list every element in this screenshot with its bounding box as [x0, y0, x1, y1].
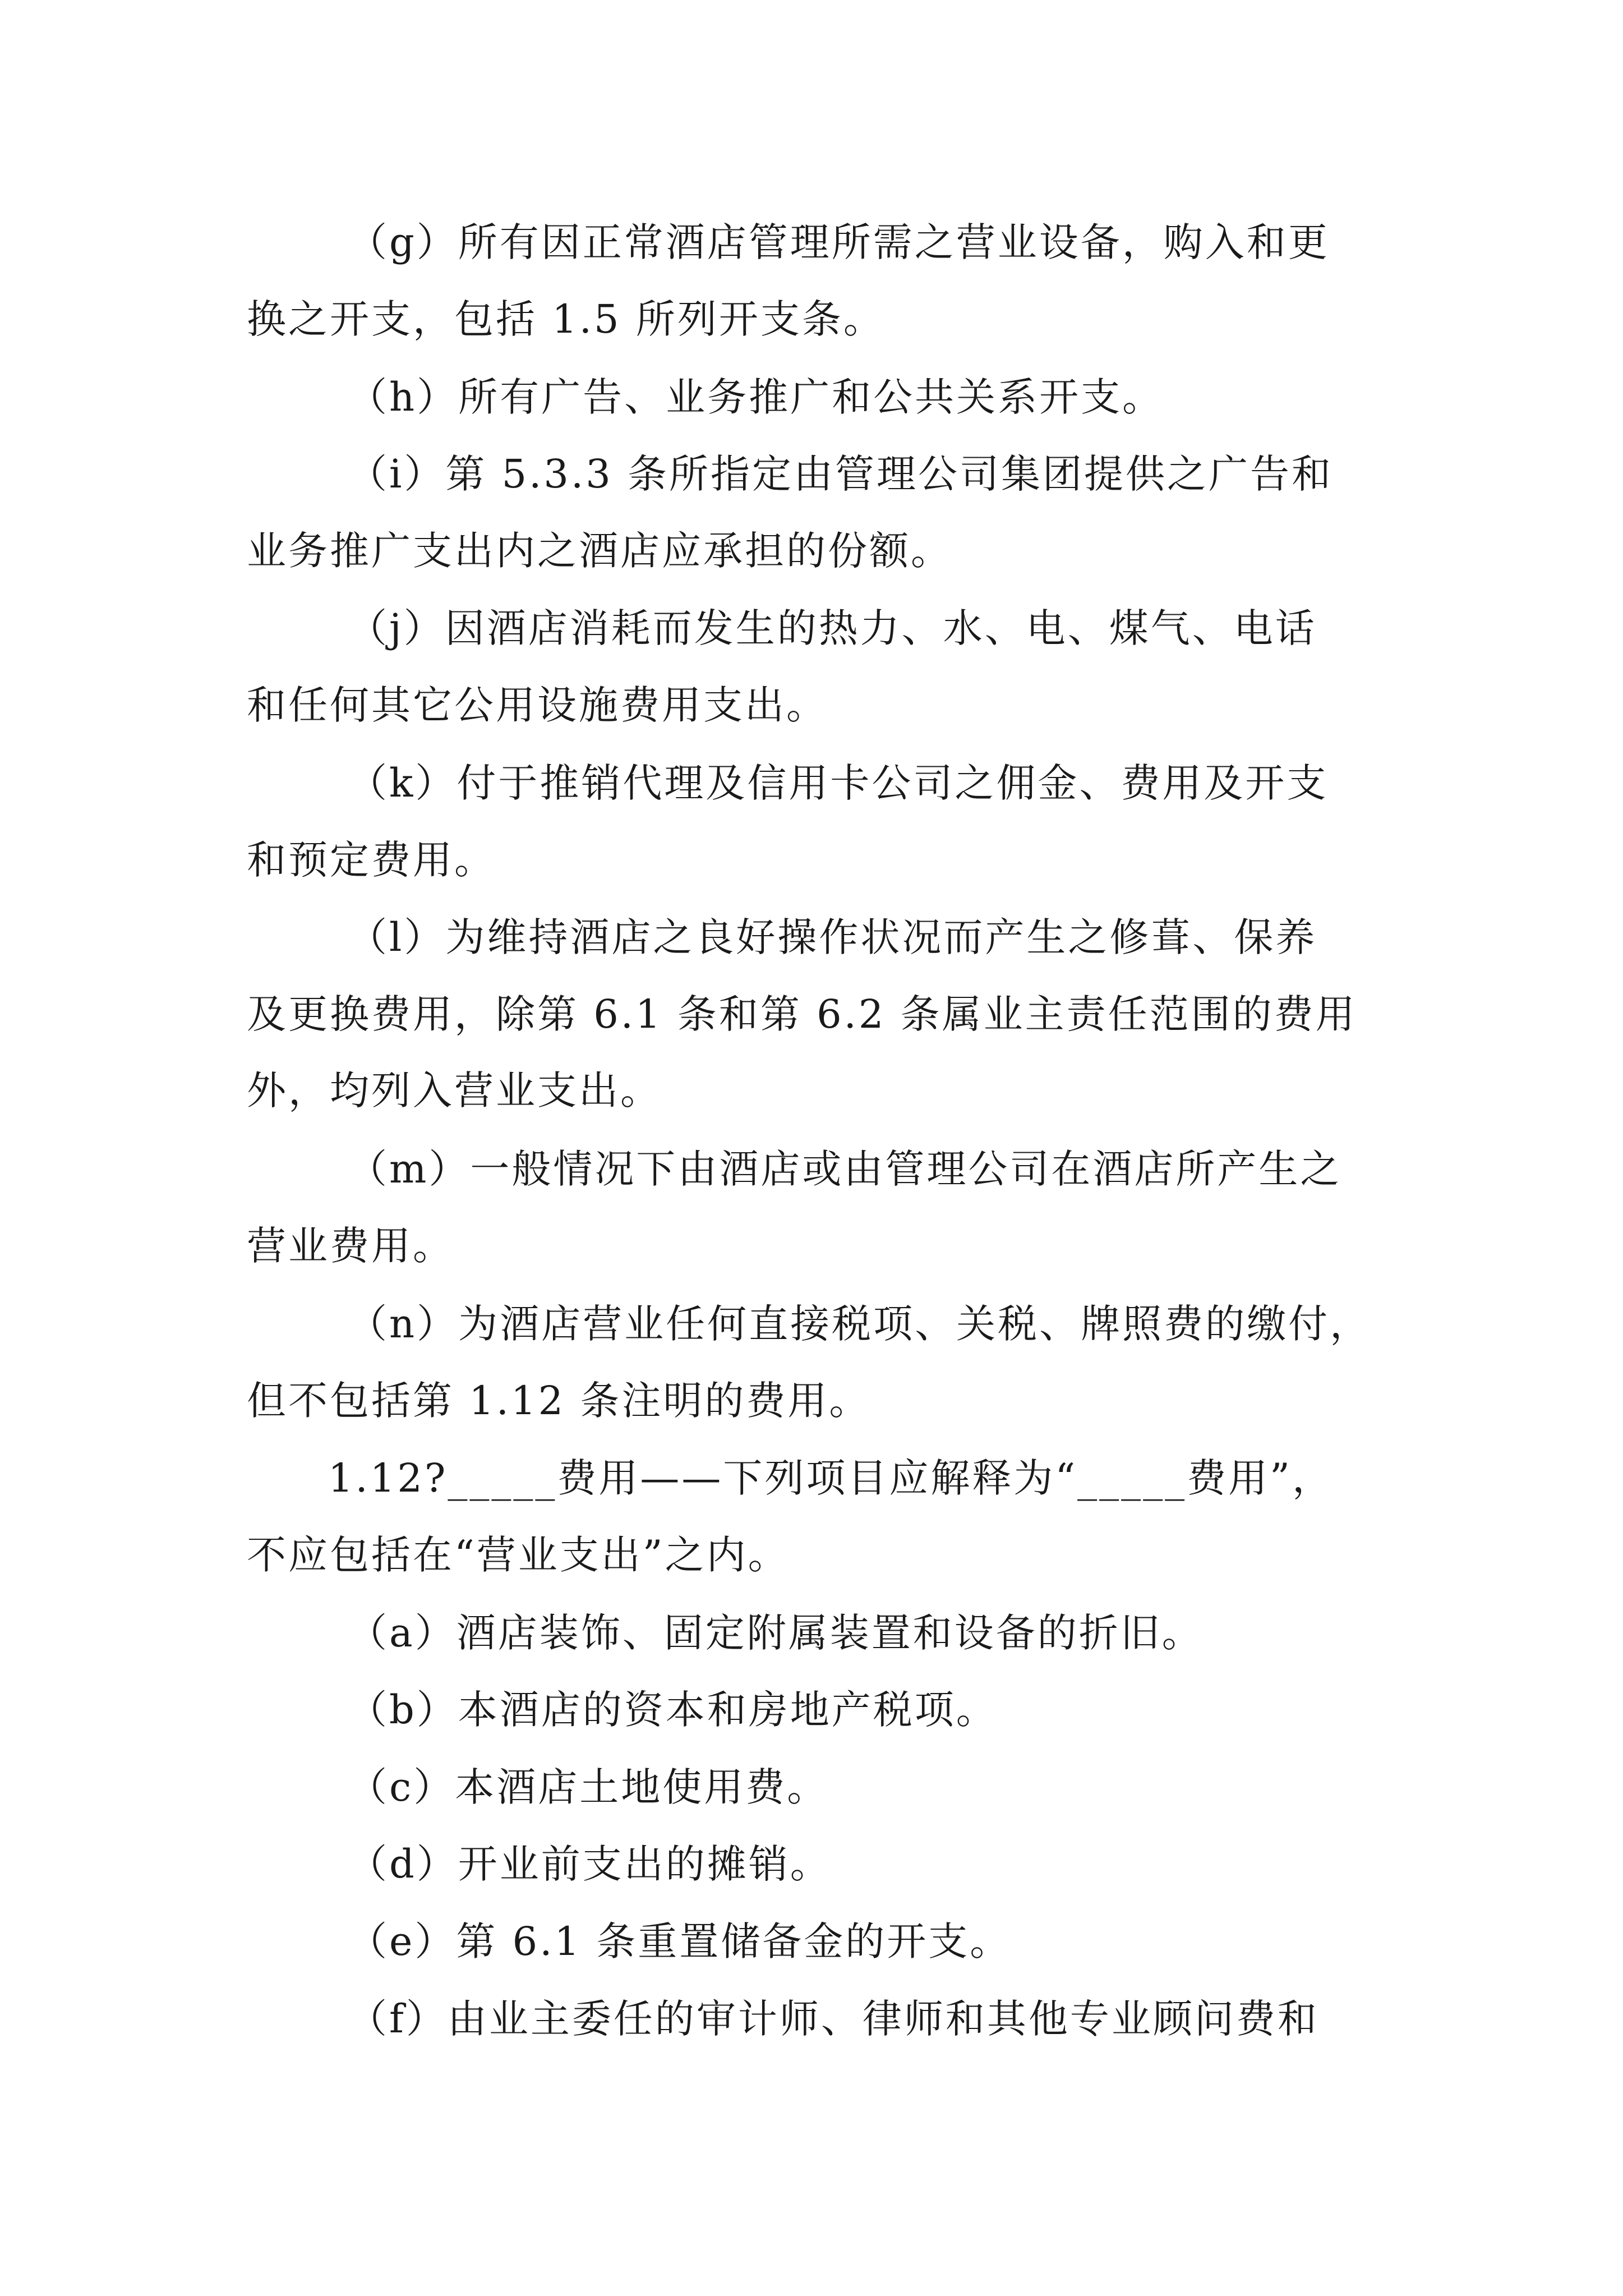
item-j-line-2: 和任何其它公用设施费用支出。: [247, 682, 828, 728]
item-g-line-2: 换之开支，包括 1.5 所列开支条。: [247, 296, 885, 342]
item-g-line-1: （g）所有因正常酒店管理所需之营业设备，购入和更: [348, 219, 1330, 265]
item-m-line-1: （m）一般情况下由酒店或由管理公司在酒店所产生之: [348, 1146, 1342, 1192]
item-n-line-1: （n）为酒店营业任何直接税项、关税、牌照费的缴付，: [348, 1301, 1372, 1347]
clause-1-12-line-1: 1.12?_____费用——下列项目应解释为“_____费用”，: [328, 1455, 1334, 1501]
item-i-line-1: （i）第 5.3.3 条所指定由管理公司集团提供之广告和: [348, 451, 1333, 497]
item-h-line-1: （h）所有广告、业务推广和公共关系开支。: [348, 374, 1164, 420]
item-e-line-1: （e）第 6.1 条重置储备金的开支。: [348, 1918, 1012, 1964]
clause-1-12-line-2: 不应包括在“营业支出”之内。: [247, 1532, 790, 1578]
item-d-line-1: （d）开业前支出的摊销。: [348, 1841, 832, 1887]
item-b-line-1: （b）本酒店的资本和房地产税项。: [348, 1687, 998, 1733]
item-k-line-2: 和预定费用。: [247, 837, 496, 883]
item-l-line-1: （l）为维持酒店之良好操作状况而产生之修葺、保养: [348, 914, 1317, 960]
item-c-line-1: （c）本酒店土地使用费。: [348, 1764, 829, 1810]
item-i-line-2: 业务推广支出内之酒店应承担的份额。: [247, 528, 952, 574]
item-n-line-2: 但不包括第 1.12 条注明的费用。: [247, 1378, 871, 1424]
item-f-line-1: （f）由业主委任的审计师、律师和其他专业顾问费和: [348, 1996, 1319, 2042]
item-l-line-3: 外，均列入营业支出。: [247, 1068, 662, 1114]
item-l-line-2: 及更换费用，除第 6.1 条和第 6.2 条属业主责任范围的费用: [247, 991, 1357, 1037]
item-a-line-1: （a）酒店装饰、固定附属装置和设备的折旧。: [348, 1610, 1204, 1656]
item-k-line-1: （k）付于推销代理及信用卡公司之佣金、费用及开支: [348, 760, 1329, 806]
item-m-line-2: 营业费用。: [247, 1223, 454, 1269]
item-j-line-1: （j）因酒店消耗而发生的热力、水、电、煤气、电话: [348, 605, 1317, 651]
